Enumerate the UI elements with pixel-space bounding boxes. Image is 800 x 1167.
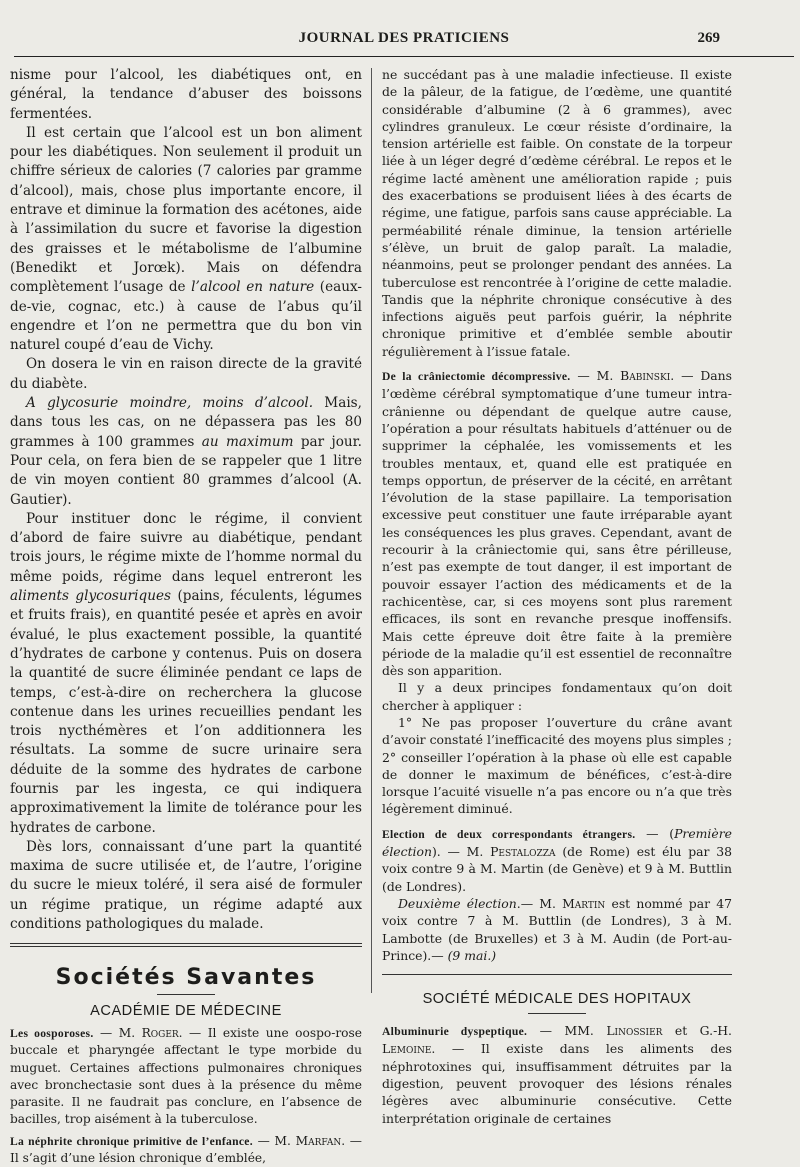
section-separator	[10, 943, 362, 947]
paragraph: On dosera le vin en raison directe de la gravité du diabète.	[10, 356, 362, 392]
article-oosporoses: Les oosporoses. — M. Roger. — Il existe une oospo-rose buccale et pharyngée affectant le type morbide du muguet. Certaines affections pulmonaires chroniques avec bronchectasie sont dues à la présence du même parasite. Il ne faudrait pas conclure, en l’absence de bacilles, trop aisément à la tuberculose.	[10, 1026, 362, 1126]
page-number: 269	[697, 30, 720, 46]
paragraph: Il y a deux principes fondamentaux qu’on doit chercher à appliquer :	[382, 680, 732, 713]
article-albuminurie: Albuminurie dyspeptique. — MM. Linossier et G.-H. Lemoine. — Il existe dans les aliments des néphrotoxines qui, insuffisamment détruites par la digestion, peuvent provoquer des lésions rénales légères avec albuminurie consécutive. Cette interprétation originale de certaines	[382, 1023, 732, 1126]
paragraph: nisme pour l’alcool, les diabétiques ont, en général, la tendance d’abuser des boissons fermentées.	[10, 67, 362, 122]
running-header	[14, 30, 794, 57]
section-title-societes: Sociétés Savantes	[55, 965, 317, 991]
article-nephrite: La néphrite chronique primitive de l’enfance. — M. Marfan. — Il s’agit d’une lésion chronique d’emblée,	[10, 1133, 362, 1166]
left-column	[10, 66, 363, 1166]
column-divider	[371, 68, 372, 993]
paragraph: Deuxième élection.— M. Martin est nommé par 47 voix contre 7 à M. Buttlin (de Londres), 3 à M. Lambotte (de Bruxelles) et 3 à M. Audin (de Port-au-Prince).— (9 mai.)	[382, 895, 732, 963]
article-election: Election de deux correspondants étrangers. — (Première élection). — M. Pestalozza (de Rome) est élu par 38 voix contre 9 à M. Martin (de Genève) et 9 à M. Buttlin (de Londres).	[382, 825, 732, 894]
paragraph: A glycosurie moindre, moins d’alcool. Mais, dans tous les cas, on ne dépassera pas les 80 grammes à 100 grammes au maximum par jour. Pour cela, on fera bien de se rappeler que 1 litre de vin moyen contient 80 grammes d’alcool (A. Gautier).	[10, 395, 362, 508]
paragraph: Dès lors, connaissant d’une part la quantité maxima de sucre utilisée et, de l’autre, l’origine du sucre le mieux toléré, il sera aisé de formuler un régime pratique, un régime adapté aux conditions pathologiques du malade.	[10, 838, 362, 933]
academie-title: ACADÉMIE DE MÉDECINE	[90, 1003, 282, 1020]
short-rule	[157, 994, 215, 995]
journal-title: JOURNAL DES PRATICIENS	[298, 30, 510, 46]
short-rule	[528, 1013, 586, 1014]
paragraph: Pour instituer donc le régime, il convient d’abord de faire suivre au diabétique, pendant trois jours, le régime mixte de l’homme normal du même poids, régime dans lequel entreront les aliments glycosuriques (pains, féculents, légumes et fruits frais), en quantité pesée et après en avoir évalué, le plus exactement possible, la quantité d’hydrates de carbone y contenus. Puis on dosera la quantité de sucre éliminée pendant ce laps de temps, c’est-à-dire on recherchera la glucose contenue dans les urines recueillies pendant les trois nycthémères et l’on additionnera les résultats. La somme de sucre urinaire sera déduite de la somme des hydrates de carbone fournis par les ingesta, ce qui indiquera approximativement la limite de tolérance pour les hydrates de carbone.	[10, 510, 362, 836]
societe-medicale-title: SOCIÉTÉ MÉDICALE DES HOPITAUX	[422, 991, 692, 1008]
paragraph: ne succédant pas à une maladie infectieuse. Il existe de la pâleur, de la fatigue, de l’œdème, une quantité considérable d’albumine (2 à 6 grammes), avec cylindres granuleux. Le cœur résiste d’ordinaire, la tension artérielle est faible. On constate de la torpeur liée à un léger degré d’œdème cérébral. Le repos et le régime lacté amènent une amélioration rapide ; puis des exacerbations se produisent liées à des écarts de régime, une fatigue, parfois sans cause appréciable. La perméabilité rénale diminue, la tension artérielle s’élève, un bruit de galop paraît. La maladie, néanmoins, peut se prolonger pendant des années. La tuberculose est rencontrée à l’origine de cette maladie. Tandis que la néphrite chronique consécutive à des infections aiguës peut parfois guérir, la néphrite chronique primitive et d’emblée semble aboutir régulièrement à l’issue fatale.	[382, 67, 732, 359]
paragraph: Il est certain que l’alcool est un bon aliment pour les diabétiques. Non seulement il produit un chiffre sérieux de calories (7 calories par gramme d’alcool), mais, chose plus importante encore, il entrave et diminue la formation des acétones, aide à l’assimilation du sucre et favorise la digestion des graisses et le métabolisme de l’albumine (Benedikt et Jorœk). Mais on défendra complètement l’usage de l’alcool en nature (eaux-de-vie, cognac, etc.) à cause de l’abus qu’il engendre et l’on ne permettra que du bon vin naturel coupé d’eau de Vichy.	[10, 124, 363, 354]
article-craniectomie: De la crâniectomie décompressive. — M. Babinski. — Dans l’œdème cérébral symptomatique d’une tumeur intra-crânienne ou dépendant de quelque autre cause, l’opération a pour résultats habituels d’atténuer ou de supprimer la céphalée, les vomissements et les troubles mentaux, et, quand elle est pratiquée en temps opportun, de préserver de la cécité, en arrêtant l’évolution de la stase papillaire. La temporisation excessive peut constituer une faute irréparable ayant les conséquences les plus graves. Cependant, avant de recourir à la crâniectomie qui, sans être périlleuse, n’est pas exempte de tout danger, il est important de pouvoir essayer l’action des médicaments et de la rachicentèse, car, si ces moyens sont plus rarement efficaces, ils sont en revanche presque inoffensifs. Mais cette épreuve doit être faite à la première période de la maladie qu’il est essentiel de reconnaître dès son apparition.	[382, 368, 732, 679]
right-column	[382, 66, 732, 1126]
paragraph: 1° Ne pas proposer l’ouverture du crâne avant d’avoir constaté l’inefficacité des moyens plus simples ; 2° conseiller l’opération à la phase où elle est capable de donner le maximum de bénéfices, c’est-à-dire lorsque l’acuité visuelle n’a pas encore ou n’a que très légèrement diminué.	[382, 714, 732, 817]
section-rule	[382, 974, 732, 975]
